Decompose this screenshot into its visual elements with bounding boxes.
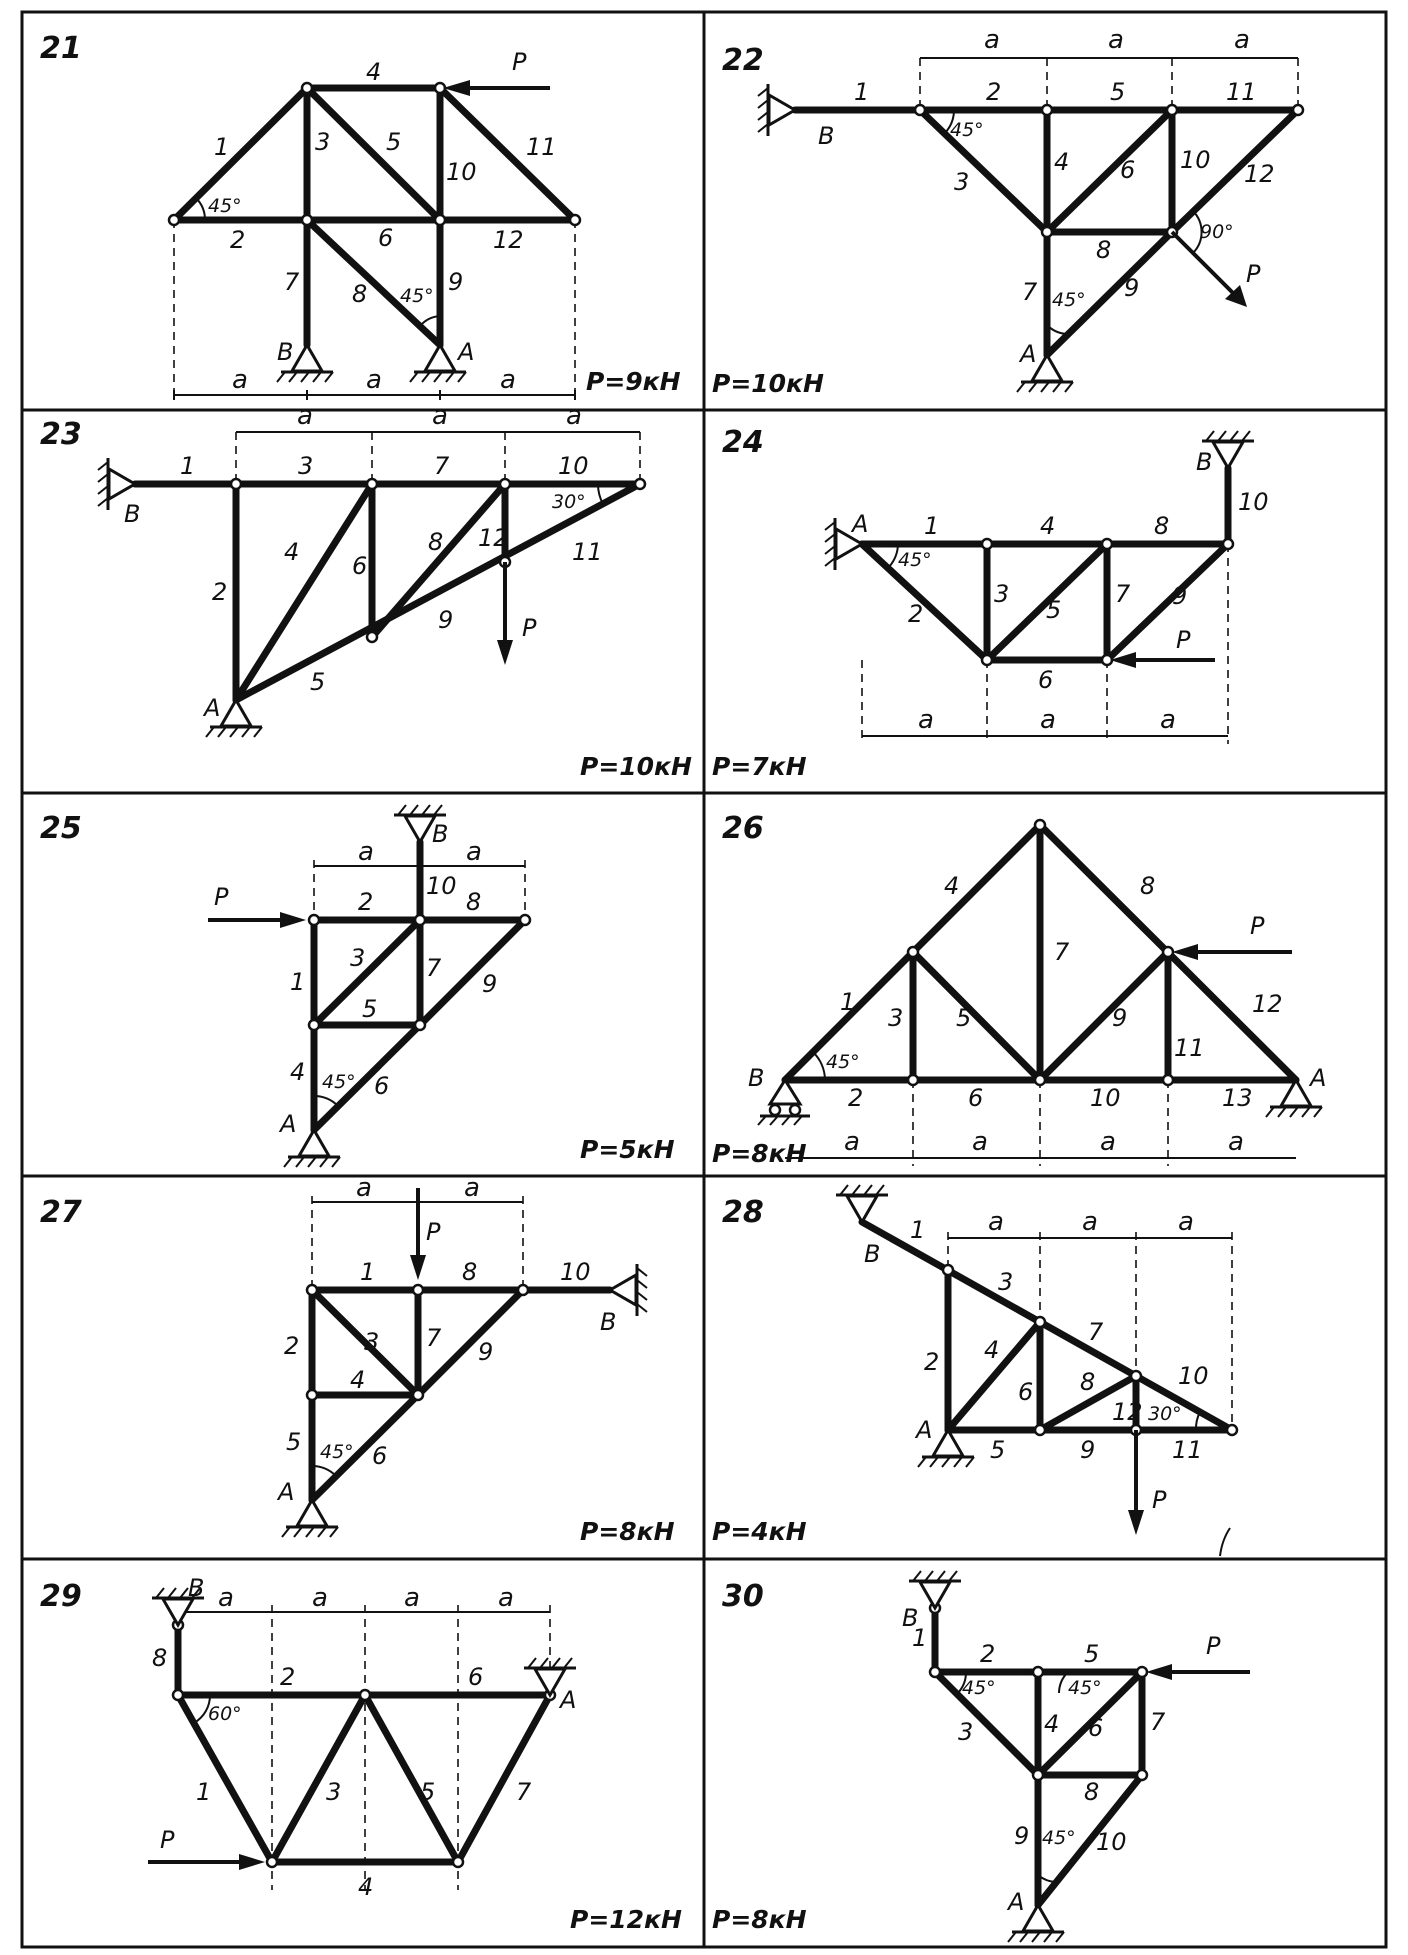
bar-label-8: 8 [1140,872,1156,900]
panel-number: 26 [722,811,764,846]
bar-label-2: 2 [230,226,246,254]
bar-label-3: 3 [888,1004,904,1032]
svg-text:a: a [464,1173,480,1203]
load-label: P=9кН [586,367,681,396]
bar-label-11: 11 [1174,1034,1205,1062]
bar-label-6: 6 [374,1072,390,1100]
svg-text:a: a [366,365,382,395]
bar-label-2: 2 [980,1640,996,1668]
bar-label-10: 10 [426,872,457,900]
svg-text:a: a [218,1583,234,1613]
bar-label-2: 2 [212,578,228,606]
panel-number: 21 [40,31,82,66]
load-label: P=10кН [712,369,824,398]
bar-label-8: 8 [1084,1778,1100,1806]
bar-label-9: 9 [478,1338,494,1366]
support-A: A [1020,340,1037,368]
bar-label-7: 7 [284,268,300,296]
force-label: P [214,883,229,911]
bar-label-1: 1 [840,988,856,1016]
bar-label-11: 11 [572,538,603,566]
svg-text:90°: 90° [1200,221,1234,243]
bar-label-2: 2 [986,78,1002,106]
bar-label-10: 10 [446,158,477,186]
svg-text:a: a [358,837,374,867]
support-B: B [748,1064,765,1092]
bar-label-10: 10 [560,1258,591,1286]
panel-number: 22 [722,43,764,78]
bar-label-11: 11 [526,133,557,161]
svg-text:45°: 45° [898,549,932,571]
bar-label-1: 1 [854,78,870,106]
bar-label-5: 5 [1046,596,1062,624]
bar-label-4: 4 [366,58,382,86]
bar-label-2: 2 [924,1348,940,1376]
bar-label-2: 2 [358,888,374,916]
svg-text:45°: 45° [950,119,984,141]
svg-text:60°: 60° [208,1703,242,1725]
bar-label-3: 3 [326,1778,342,1806]
support-B: B [277,338,294,366]
svg-text:a: a [232,365,248,395]
panel-21 [40,31,681,400]
panel-27 [40,1173,675,1546]
load-label: P=8кН [712,1139,807,1168]
bar-label-10: 10 [1238,488,1269,516]
load-label: P=5кН [580,1135,675,1164]
bar-label-3: 3 [958,1718,974,1746]
bar-label-3: 3 [298,452,314,480]
bar-label-9: 9 [1080,1436,1096,1464]
bar-label-11: 11 [1172,1436,1203,1464]
bar-label-6: 6 [968,1084,984,1112]
svg-text:30°: 30° [552,491,586,513]
svg-text:a: a [1082,1207,1098,1237]
svg-text:a: a [918,705,934,735]
panel-number: 24 [722,425,764,460]
support-B: B [1196,448,1213,476]
bar-label-5: 5 [286,1428,302,1456]
bar-label-9: 9 [482,970,498,998]
support-A: A [204,694,221,722]
svg-text:a: a [984,25,1000,55]
panel-number: 28 [722,1195,764,1230]
svg-text:45°: 45° [208,195,242,217]
support-B: B [188,1574,205,1602]
bar-label-6: 6 [1018,1378,1034,1406]
bar-label-7: 7 [516,1778,532,1806]
svg-text:a: a [356,1173,372,1203]
bar-label-6: 6 [1038,666,1054,694]
bar-label-10: 10 [1096,1828,1127,1856]
svg-text:a: a [498,1583,514,1613]
svg-text:a: a [988,1207,1004,1237]
bar-label-4: 4 [290,1058,306,1086]
bar-label-9: 9 [1172,582,1188,610]
force-label: P [426,1218,441,1246]
bar-label-12: 12 [478,524,509,552]
bar-label-1: 1 [360,1258,376,1286]
bar-label-4: 4 [284,538,300,566]
svg-text:45°: 45° [1042,1827,1076,1849]
support-A: A [278,1478,295,1506]
bar-label-1: 1 [196,1778,212,1806]
panel-26 [712,811,1326,1168]
bar-label-1: 1 [214,133,230,161]
support-B: B [600,1308,617,1336]
bar-label-10: 10 [558,452,589,480]
bar-label-6: 6 [468,1663,484,1691]
force-label: P [160,1826,175,1854]
bar-label-3: 3 [315,128,331,156]
bar-label-5: 5 [386,128,402,156]
support-A: A [1008,1888,1025,1916]
bar-label-5: 5 [362,995,378,1023]
svg-text:30°: 30° [1148,1403,1182,1425]
bar-label-2: 2 [848,1084,864,1112]
panel-number: 23 [40,417,82,452]
bar-label-7: 7 [434,452,450,480]
roller-support-B [758,1080,810,1125]
panel-23 [40,401,692,781]
svg-text:a: a [1100,1127,1116,1157]
svg-text:45°: 45° [826,1051,860,1073]
bar-label-8: 8 [352,280,368,308]
bar-label-5: 5 [420,1778,436,1806]
bar-label-1: 1 [924,512,940,540]
panel-24 [712,425,1269,781]
bar-label-3: 3 [364,1328,380,1356]
bar-label-5: 5 [990,1436,1006,1464]
svg-text:45°: 45° [400,285,434,307]
bar-label-10: 10 [1180,146,1211,174]
bar-label-12: 12 [1252,990,1283,1018]
force-label: P [512,48,527,76]
bar-label-11: 11 [1226,78,1257,106]
svg-text:a: a [312,1583,328,1613]
svg-text:a: a [466,837,482,867]
panel-number: 30 [722,1579,764,1614]
bar-label-2: 2 [284,1332,300,1360]
force-label: P [522,614,537,642]
bar-label-2: 2 [908,600,924,628]
bar-label-4: 4 [944,872,960,900]
bar-label-8: 8 [428,528,444,556]
bar-label-3: 3 [350,944,366,972]
bar-label-8: 8 [1080,1368,1096,1396]
bar-label-4: 4 [984,1336,1000,1364]
bar-label-6: 6 [1088,1714,1104,1742]
bar-label-4: 4 [1044,1710,1060,1738]
panel-number: 27 [40,1195,82,1230]
force-label: P [1152,1486,1167,1514]
svg-text:45°: 45° [962,1677,996,1699]
force-label: P [1176,626,1191,654]
svg-text:a: a [1178,1207,1194,1237]
support-A: A [916,1416,933,1444]
bar-label-7: 7 [1150,1708,1166,1736]
bar-label-5: 5 [310,668,326,696]
bar-label-7: 7 [426,1324,442,1352]
force-label: P [1206,1632,1221,1660]
bar-label-5: 5 [1110,78,1126,106]
force-label: P [1246,260,1261,288]
bar-label-9: 9 [1014,1822,1030,1850]
bar-label-6: 6 [1120,156,1136,184]
bar-label-8: 8 [466,888,482,916]
bar-label-1: 1 [180,452,196,480]
support-A: A [280,1110,297,1138]
bar-label-9: 9 [1124,274,1140,302]
bar-label-1: 1 [910,1216,926,1244]
svg-text:a: a [1040,705,1056,735]
load-label: P=12кН [570,1905,682,1934]
svg-text:a: a [404,1583,420,1613]
bar-label-12: 12 [1244,160,1275,188]
bar-label-12: 12 [493,226,524,254]
bar-label-6: 6 [352,552,368,580]
panel-22 [712,25,1303,398]
bar-label-9: 9 [1112,1004,1128,1032]
support-B: B [124,500,141,528]
support-A: A [852,510,869,538]
bar-label-12: 12 [1112,1398,1143,1426]
bar-label-4: 4 [350,1366,366,1394]
bar-label-3: 3 [954,168,970,196]
bar-label-7: 7 [1022,278,1038,306]
bar-label-7: 7 [1115,580,1131,608]
bar-label-8: 8 [1096,236,1112,264]
panel-28 [712,1185,1237,1556]
bar-label-8: 8 [152,1644,168,1672]
bar-label-5: 5 [956,1004,972,1032]
panel-30 [712,1571,1250,1942]
svg-text:a: a [500,365,516,395]
bar-label-5: 5 [1084,1640,1100,1668]
bar-label-8: 8 [1154,512,1170,540]
load-label: P=8кН [712,1905,807,1934]
support-A: A [1310,1064,1327,1092]
load-label: P=10кН [580,752,692,781]
svg-text:a: a [1234,25,1250,55]
bar-label-6: 6 [378,224,394,252]
bar-label-7: 7 [1088,1318,1104,1346]
support-A: A [560,1686,577,1714]
panel-25 [40,805,675,1167]
svg-text:a: a [972,1127,988,1157]
bar-label-13: 13 [1222,1084,1253,1112]
bar-label-9: 9 [438,606,454,634]
panel-number: 25 [40,811,82,846]
bar-label-4: 4 [1054,148,1070,176]
force-label: P [1250,912,1265,940]
bar-label-7: 7 [1054,938,1070,966]
bar-label-8: 8 [462,1258,478,1286]
load-label: P=4кН [712,1517,807,1546]
bar-label-1: 1 [290,968,306,996]
svg-text:a: a [1228,1127,1244,1157]
bar-label-3: 3 [994,580,1010,608]
support-B: B [864,1240,881,1268]
svg-text:45°: 45° [1068,1677,1102,1699]
support-A: A [458,338,475,366]
load-label: P=7кН [712,752,807,781]
bar-label-10: 10 [1178,1362,1209,1390]
svg-text:45°: 45° [320,1441,354,1463]
svg-text:a: a [1160,705,1176,735]
load-label: P=8кН [580,1517,675,1546]
support-B: B [432,820,449,848]
bar-label-7: 7 [426,954,442,982]
svg-text:45°: 45° [1052,289,1086,311]
svg-text:a: a [844,1127,860,1157]
svg-text:a: a [1108,25,1124,55]
bar-label-9: 9 [448,268,464,296]
svg-text:a: a [432,401,448,431]
bar-label-1: 1 [912,1624,928,1652]
support-B: B [818,122,835,150]
svg-text:a: a [566,401,582,431]
bar-label-3: 3 [998,1268,1014,1296]
support-B: B [902,1604,919,1632]
bar-label-6: 6 [372,1442,388,1470]
bar-label-10: 10 [1090,1084,1121,1112]
panel-29 [40,1574,682,1934]
bar-label-2: 2 [280,1663,296,1691]
svg-text:45°: 45° [322,1071,356,1093]
svg-text:a: a [297,401,313,431]
panel-number: 29 [40,1579,82,1614]
bar-label-4: 4 [1040,512,1056,540]
bar-label-4: 4 [358,1873,374,1901]
